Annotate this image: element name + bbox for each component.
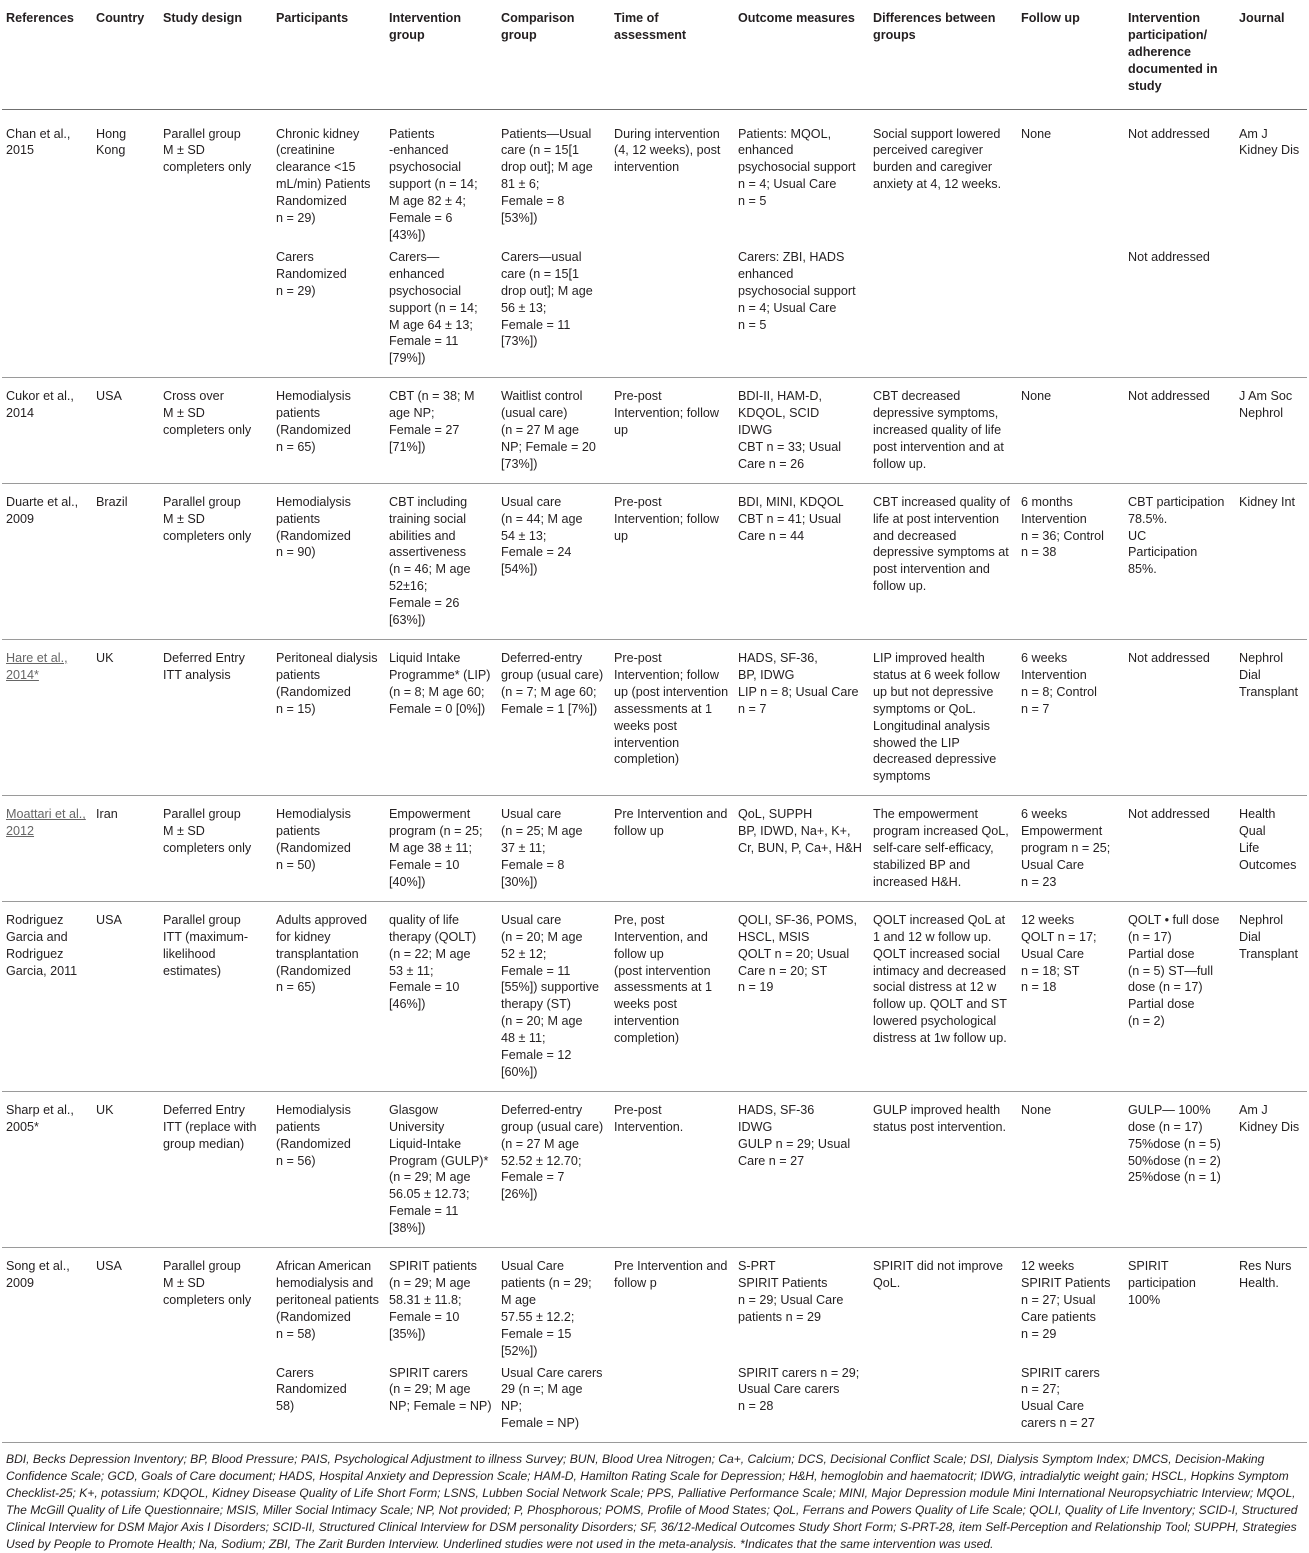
cell-country: USA [92,901,159,1091]
col-header-references: References [2,0,92,109]
cell-intervention: CBT (n = 38; M age NP; Female = 27 [71%]) [385,378,497,484]
cell-journal: Kidney Int [1235,483,1307,639]
cell-country: Iran [92,796,159,902]
cell-intervention: CBT including training social abilities and assertiveness (n = 46; M age 52±16; Female = 26 [63%]) [385,483,497,639]
cell-journal [1235,1360,1307,1443]
cell-design: Deferred Entry ITT analysis [159,640,272,796]
cell-followup: 6 weeks Intervention n = 8; Control n = 7 [1017,640,1124,796]
cell-design: Parallel group M ± SD completers only [159,483,272,639]
cell-outcomes: HADS, SF-36, BP, IDWG LIP n = 8; Usual Care n = 7 [734,640,869,796]
cell-outcomes: BDI-II, HAM-D, KDQOL, SCID IDWG CBT n = 33; Usual Care n = 26 [734,378,869,484]
table-row [2,378,1307,484]
cell-ref [2,1360,92,1443]
cell-time: Pre-post Intervention; follow up [610,378,734,484]
cell-differences [869,1360,1017,1443]
cell-followup: 6 weeks Empowerment program n = 25; Usual Care n = 23 [1017,796,1124,902]
cell-time: Pre-post Intervention. [610,1091,734,1247]
cell-ref: Cukor et al., 2014 [2,378,92,484]
cell-country: UK [92,640,159,796]
cell-country: UK [92,1091,159,1247]
cell-journal [1235,244,1307,378]
cell-country: Hong Kong [96,126,127,158]
cell-country: USA [96,1259,122,1274]
cell-time [610,244,734,378]
table-header [2,0,1307,109]
cell-outcomes: QOLI, SF-36, POMS, HSCL, MSIS QOLT n = 20; Usual Care n = 20; ST n = 19 [734,901,869,1091]
cell-journal: Am J Kidney Dis [1239,126,1300,158]
cell-design: Deferred Entry ITT (replace with group median) [159,1091,272,1247]
cell-country: USA [92,378,159,484]
cell-differences: GULP improved health status post intervention. [869,1091,1017,1247]
cell-ref [2,640,92,796]
cell-country: Brazil [92,483,159,639]
cell-participation: QOLT • full dose (n = 17) Partial dose (n = 5) ST—full dose (n = 17) Partial dose (n = 2) [1124,901,1235,1091]
cell-participants: African American hemodialysis and peritoneal patients (Randomized n = 58) [276,1259,379,1341]
cell-differences: LIP improved health status at 6 week follow up but not depressive symptoms or QoL. Longitudinal analysis showed the LIP decreased depressive symptoms [869,640,1017,796]
cell-differences [869,244,1017,378]
cell-followup: 12 weeks QOLT n = 17; Usual Care n = 18; ST n = 18 [1017,901,1124,1091]
table-footnote: BDI, Becks Depression Inventory; BP, Blood Pressure; PAIS, Psychological Adjustment to illness Survey; BUN, Blood Urea Nitrogen; Ca+, Calcium; DCS, Decisional Conflict Scale; DSI, Dialysis Symptom Index; DMCS, Decision-Making Confidence Scale; GCD, Goals of Care document; HADS, Hospital Anxiety and Depression Scale; HAM-D, Hamilton Rating Scale for Depression; H&H, hemoglobin and haematocrit; IDWG, intradialytic weight gain; HSCL, Hopkins Symptom Checklist-25; K+, potassium; KDQOL, Kidney Disease Quality of Life Short Form; LSNS, Lubben Social Network Scale; PPS, Palliative Performance Scale; MINI, Major Depression module Mini International Neuropsychiatric Interview; MQOL, The McGill Quality of Life Questionnaire; MSIS, Miller Social Intimacy Scale; NP, Not provided; P, Phosphorous; POMS, Profile of Mood States; QoL, Ferrans and Powers Quality of Life Scale; QOLI, Quality of Life Inventory; SCID-I, Structured Clinical Interview for DSM Major Axis I Disorders; SCID-II, Structured Clinical Interview for DSM personality Disorders; SF, 36/12-Medical Outcomes Study Short Form; S-PRT-28, item Self-Perception and Relationship Tool; SUPPH, Strategies Used by People to Promote Health; Na, Sodium; ZBI, The Zarit Burden Interview. Underlined studies were not used in the meta-analysis. *Indicates that the same intervention was used. [6,1452,1298,1552]
cell-design: Parallel group ITT (maximum- likelihood estimates) [159,901,272,1091]
cell-participants: Adults approved for kidney transplantation (Randomized n = 65) [272,901,385,1091]
cell-time: Pre Intervention and follow p [614,1259,728,1290]
col-header-outcomes: Outcome measures [734,0,869,109]
cell-differences: SPIRIT did not improve QoL. [873,1259,1003,1290]
cell-comparison: Usual care (n = 44; M age 54 ± 13; Female = 24 [54%]) [497,483,610,639]
cell-journal: J Am Soc Nephrol [1235,378,1307,484]
cell-participation [1124,1360,1235,1443]
cell-participation: SPIRIT participation 100% [1128,1259,1196,1307]
cell-participation: Not addressed [1124,640,1235,796]
cell-ref: Rodriguez Garcia and Rodriguez Garcia, 2011 [2,901,92,1091]
cell-comparison: Deferred-entry group (usual care) (n = 7; M age 60; Female = 1 [7%]) [497,640,610,796]
table-body [2,109,1307,1443]
cell-comparison: Usual care (n = 20; M age 52 ± 12; Female = 11 [55%]) supportive therapy (ST) (n = 20; M age 48 ± 11; Female = 12 [60%]) [497,901,610,1091]
cell-outcomes: Carers: ZBI, HADS enhanced psychosocial support n = 4; Usual Care n = 5 [734,244,869,378]
cell-outcomes: Patients: MQOL, enhanced psychosocial support n = 4; Usual Care n = 5 [738,126,856,209]
cell-intervention: SPIRIT patients (n = 29; M age 58.31 ± 11.8; Female = 10 [35%]) [389,1259,477,1341]
col-header-comparison: Comparison group [497,0,610,109]
cell-outcomes: BDI, MINI, KDQOL CBT n = 41; Usual Care n = 44 [734,483,869,639]
cell-ref: Sharp et al., 2005* [2,1091,92,1247]
col-header-journal: Journal [1235,0,1307,109]
cell-journal: Nephrol Dial Transplant [1235,640,1307,796]
cell-participants: Hemodialysis patients (Randomized n = 50) [272,796,385,902]
cell-participants: Carers Randomized n = 29) [272,244,385,378]
cell-time [610,1360,734,1443]
cell-country [92,1360,159,1443]
cell-design [159,1360,272,1443]
cell-participants: Peritoneal dialysis patients (Randomized n = 15) [272,640,385,796]
cell-intervention: Liquid Intake Programme* (LIP) (n = 8; M age 60; Female = 0 [0%]) [385,640,497,796]
col-header-participants: Participants [272,0,385,109]
cell-intervention: Patients -enhanced psychosocial support (n = 14; M age 82 ± 4; Female = 6 [43%]) [389,126,478,242]
cell-participants: Hemodialysis patients (Randomized n = 56) [272,1091,385,1247]
cell-outcomes: QoL, SUPPH BP, IDWD, Na+, K+, Cr, BUN, P, Ca+, H&H [734,796,869,902]
cell-time: Pre-post Intervention; follow up [610,483,734,639]
col-header-participation: Intervention participation/ adherence documented in study [1124,0,1235,109]
cell-journal: Res Nurs Health. [1239,1259,1292,1290]
cell-design [159,244,272,378]
cell-ref [2,796,92,902]
table-row [2,901,1307,1091]
cell-comparison: Deferred-entry group (usual care) (n = 27 M age 52.52 ± 12.70; Female = 7 [26%]) [497,1091,610,1247]
header-row [2,0,1307,109]
cell-followup: None [1017,1091,1124,1247]
cell-design: Parallel group M ± SD completers only [163,1259,252,1307]
cell-differences: CBT decreased depressive symptoms, increased quality of life post intervention and at follow up. [869,378,1017,484]
study-link-hare[interactable]: Hare et al., 2014* [6,651,68,682]
cell-differences: CBT increased quality of life at post intervention and decreased depressive symptoms at post intervention and follow up. [869,483,1017,639]
cell-participation: CBT participation 78.5%. UC Participation 85%. [1124,483,1235,639]
cell-followup: 6 months Intervention n = 36; Control n = 38 [1017,483,1124,639]
col-header-country: Country [92,0,159,109]
cell-comparison: Patients—Usual care (n = 15[1 drop out]; M age 81 ± 6; Female = 8 [53%]) [501,126,593,226]
cell-ref [2,244,92,378]
cell-participation: Not addressed [1128,126,1210,141]
table-row [2,244,1307,378]
cell-followup: SPIRIT carers n = 27; Usual Care carers n = 27 [1017,1360,1124,1443]
cell-followup [1017,244,1124,378]
col-header-differences: Differences between groups [869,0,1017,109]
cell-outcomes: S-PRT SPIRIT Patients n = 29; Usual Care patients n = 29 [738,1259,844,1324]
studies-table [2,0,1307,1443]
cell-ref: Chan et al., 2015 [6,126,71,158]
cell-time: Pre Intervention and follow up [610,796,734,902]
cell-intervention: SPIRIT carers (n = 29; M age NP; Female = NP) [385,1360,497,1443]
cell-participation: Not addressed [1124,244,1235,378]
cell-comparison: Usual Care patients (n = 29; M age 57.55 ± 12.2; Female = 15 [52%]) [501,1259,592,1358]
cell-participants: Carers Randomized 58) [272,1360,385,1443]
col-header-design: Study design [159,0,272,109]
cell-comparison: Usual care (n = 25; M age 37 ± 11; Female = 8 [30%]) [497,796,610,902]
cell-time: During intervention (4, 12 weeks), post intervention [614,126,721,175]
cell-participants: Hemodialysis patients (Randomized n = 90) [272,483,385,639]
table-row [2,640,1307,796]
cell-comparison: Usual Care carers 29 (n =; M age NP; Female = NP) [497,1360,610,1443]
cell-participation: Not addressed [1124,796,1235,902]
cell-journal: Am J Kidney Dis [1235,1091,1307,1247]
cell-followup: None [1017,378,1124,484]
col-header-time: Time of assessment [610,0,734,109]
cell-followup: 12 weeks SPIRIT Patients n = 27; Usual Care patients n = 29 [1021,1259,1111,1341]
cell-time: Pre-post Intervention; follow up (post intervention assessments at 1 weeks post intervention completion) [610,640,734,796]
cell-intervention: quality of life therapy (QOLT) (n = 22; M age 53 ± 11; Female = 10 [46%]) [385,901,497,1091]
table-row [2,1248,1307,1360]
cell-participation: Not addressed [1124,378,1235,484]
table-row [2,796,1307,902]
cell-journal: Nephrol Dial Transplant [1235,901,1307,1091]
cell-differences: QOLT increased QoL at 1 and 12 w follow up. QOLT increased social intimacy and decreased social distress at 12 w follow up. QOLT and ST lowered psychological distress at 1w follow up. [869,901,1017,1091]
cell-journal: Health Qual Life Outcomes [1235,796,1307,902]
cell-participation: GULP— 100% dose (n = 17) 75%dose (n = 5) 50%dose (n = 2) 25%dose (n = 1) [1124,1091,1235,1247]
study-link-moattari[interactable]: Moattari et al., 2012 [6,807,86,839]
cell-design: Cross over M ± SD completers only [159,378,272,484]
cell-participants: Chronic kidney (creatinine clearance <15 mL/min) Patients Randomized n = 29) [276,126,371,226]
cell-country [92,244,159,378]
cell-design: Parallel group M ± SD completers only [163,126,252,175]
cell-intervention: Glasgow University Liquid-Intake Program (GULP)* (n = 29; M age 56.05 ± 12.73; Female = 11 [38%]) [385,1091,497,1247]
table-row [2,1091,1307,1247]
cell-outcomes: SPIRIT carers n = 29; Usual Care carers n = 28 [734,1360,869,1443]
cell-comparison: Carers—usual care (n = 15[1 drop out]; M age 56 ± 13; Female = 11 [73%]) [497,244,610,378]
cell-ref: Song et al., 2009 [6,1259,70,1290]
table-row [2,109,1307,244]
cell-intervention: Carers— enhanced psychosocial support (n = 14; M age 64 ± 13; Female = 11 [79%]) [385,244,497,378]
cell-participants: Hemodialysis patients (Randomized n = 65) [272,378,385,484]
cell-intervention: Empowerment program (n = 25; M age 38 ± 11; Female = 10 [40%]) [385,796,497,902]
table-row [2,483,1307,639]
cell-outcomes: HADS, SF-36 IDWG GULP n = 29; Usual Care n = 27 [734,1091,869,1247]
col-header-followup: Follow up [1017,0,1124,109]
cell-design: Parallel group M ± SD completers only [159,796,272,902]
cell-comparison: Waitlist control (usual care) (n = 27 M age NP; Female = 20 [73%]) [497,378,610,484]
table-row [2,1360,1307,1443]
cell-followup: None [1021,126,1052,141]
cell-differences: The empowerment program increased QoL, self-care self-efficacy, stabilized BP and increased H&H. [869,796,1017,902]
cell-differences: Social support lowered perceived caregiver burden and caregiver anxiety at 4, 12 weeks. [873,126,1002,192]
col-header-intervention: Intervention group [385,0,497,109]
cell-ref: Duarte et al., 2009 [2,483,92,639]
cell-time: Pre, post Intervention, and follow up (post intervention assessments at 1 weeks post intervention completion) [610,901,734,1091]
